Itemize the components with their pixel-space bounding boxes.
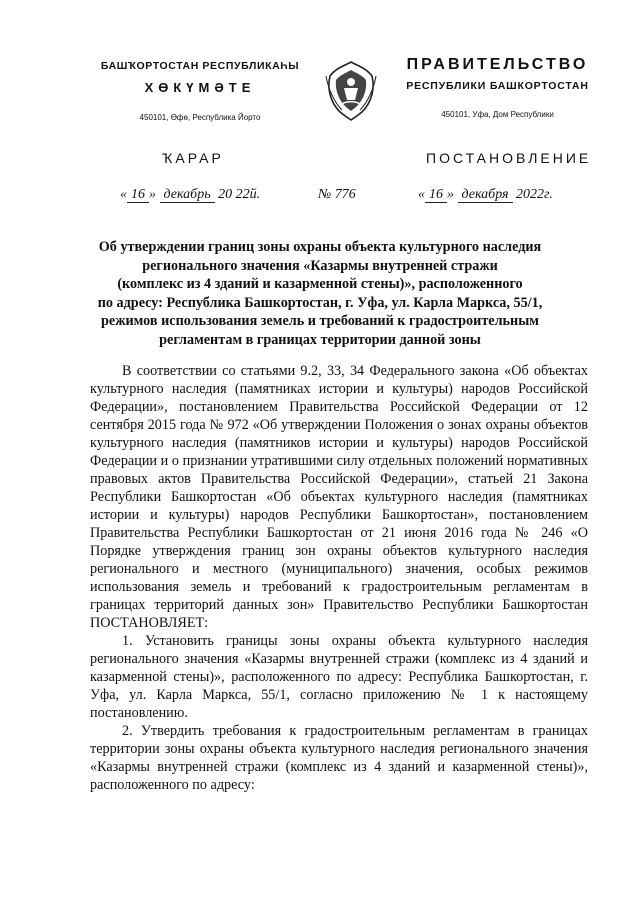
body-paragraph-3: 2. Утвердить требования к градостроительным регламентам в границах территории зоны охраны объекта культурного наследия регионального значения «Казармы внутренней стражи (комплекс из 4 зданий и казарменной стены)», расположенного по адресу: [90, 723, 588, 793]
heading-line: регламентам в границах территории данной зоны [159, 331, 481, 348]
coat-of-arms-icon [322, 58, 380, 122]
date-right-year-suffix: 22г. [530, 187, 553, 202]
heading-line: режимов использования земель и требований к градостроительным [101, 313, 539, 329]
document-number: № 776 [318, 187, 356, 202]
heading-line: (комплекс из 4 зданий и казарменной стены)», расположенного [117, 276, 523, 292]
date-left-day: 16 [127, 187, 149, 203]
doc-type-left: ҠАРАР [162, 150, 224, 166]
date-left-year-suffix: 22й. [235, 187, 261, 202]
date-right-year-prefix: 20 [516, 187, 531, 202]
header-right-line2: РЕСПУБЛИКИ БАШКОРТОСТАН [406, 80, 589, 92]
date-right-month: декабря [458, 187, 513, 203]
date-right: « 16 » декабря 2022г. [418, 187, 553, 202]
body-paragraph-2: 1. Установить границы зоны охраны объекта культурного наследия регионального значения «Казармы внутренней стражи (комплекс из 4 зданий и казарменной стены)», расположенного по адресу: Республика Башкортостан, г. Уфа, ул. Карла Маркса, 55/1, согласно приложению № 1 к настоящему постановлению. [90, 633, 588, 721]
date-left-month: декабрь [160, 187, 215, 203]
document-body [90, 362, 588, 794]
date-right-day: 16 [425, 187, 447, 203]
document-heading [70, 238, 570, 349]
header-left-line1: БАШҠОРТОСТАН РЕСПУБЛИКАҺЫ [100, 60, 300, 72]
header-left-line2: ХӨКҮМӘТЕ [144, 80, 256, 95]
date-left-year-prefix: 20 [218, 187, 233, 202]
heading-line: по адресу: Республика Башкортостан, г. Уфа, ул. Карла Маркса, 55/1, [97, 294, 543, 311]
body-paragraph-1: В соответствии со статьями 9.2, 33, 34 Федерального закона «Об объектах культурного наследия (памятниках истории и культуры) народов Российской Федерации», постановлением Правительства Российской Федерации от 12 сентября 2015 года № 972 «Об утверждении Положения о зонах охраны объектов культурного наследия (памятников истории и культуры) народов Российской Федерации и о признании утратившими силу отдельных положений нормативных правовых актов Правительства Российской Федерации», статьей 21 Закона Республики Башкортостан «Об объектах культурного наследия (памятниках истории и культуры) народов Республики Башкортостан», постановлением Правительства Республики Башкортостан от 21 июня 2016 года № 246 «О Порядке утверждения границ зон охраны объектов культурного наследия регионального и местного (муниципального) значения, особых режимов использования земель и требований к градостроительным регламентам в границах территорий данных зон» Правительство Республики Башкортостан ПОСТАНОВЛЯЕТ: [90, 363, 588, 631]
doc-type-right: ПОСТАНОВЛЕНИЕ [426, 150, 592, 166]
header-right-line1: ПРАВИТЕЛЬСТВО [406, 56, 589, 73]
date-left: « 16 » декабрь 20 22й. [120, 187, 261, 202]
heading-line: регионального значения «Казармы внутренней стражи [142, 257, 498, 274]
header-right [400, 56, 595, 119]
header-right-address: 450101, Уфа, Дом Республики [441, 110, 554, 119]
heading-line: Об утверждении границ зоны охраны объекта культурного наследия [98, 239, 542, 255]
header-left-address: 450101, Өфө, Республика Йорто [139, 113, 261, 122]
header-left [100, 60, 300, 122]
